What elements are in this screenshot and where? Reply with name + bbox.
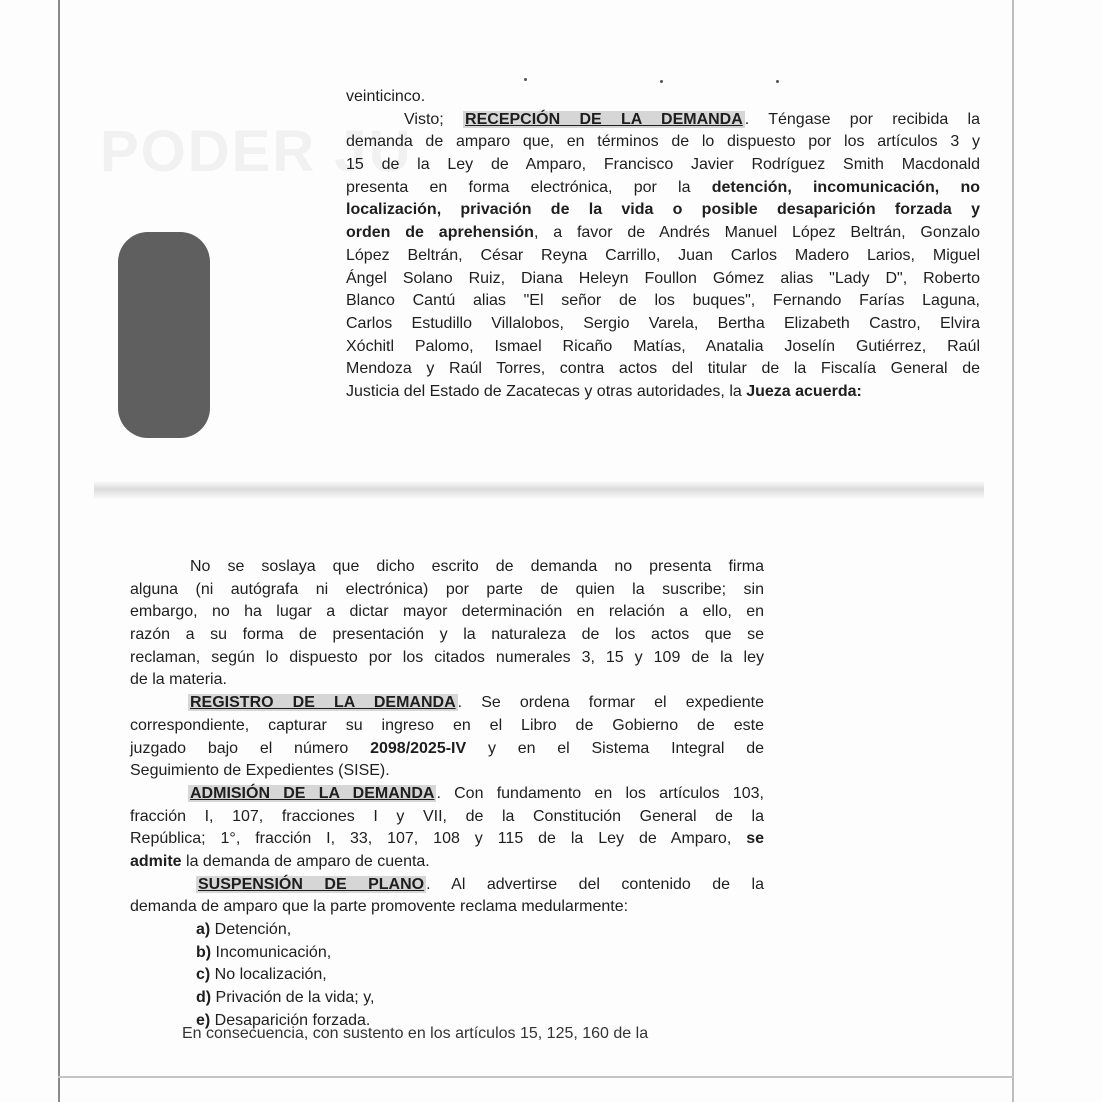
paragraph-registro [130,692,764,783]
text-line: fracción I, 107, fracciones I y VII, de la Constitución General de la [130,807,764,825]
paragraph-suspension [130,874,764,919]
text-line: Blanco Cantú alias "El señor de los buques", Fernando Farías Laguna, [346,292,980,310]
text-line: Ángel Solano Ruiz, Diana Heleyn Foullon Gómez alias "Lady D", Roberto [346,269,980,287]
section-heading-suspension: SUSPENSIÓN DE PLANO [198,875,425,893]
text-line: REGISTRO DE LA DEMANDA . Se ordena formar el expediente [190,694,765,712]
text-line: localización, privación de la vida o posible desaparición forzada y [346,201,980,219]
text-line: razón a su forma de presentación y la naturaleza de los actos que se [130,626,764,644]
text-line: correspondiente, capturar su ingreso en el Libro de Gobierno de este [130,716,764,734]
case-number: 2098/2025-IV [370,739,467,757]
text-line: alguna (ni autógrafa ni electrónica) por parte de quien la suscribe; sin [130,580,764,598]
text-line: López Beltrán, César Reyna Carrillo, Juan Carlos Madero Larios, Miguel [346,246,980,264]
scan-speck [524,78,527,81]
text-line: No se soslaya que dicho escrito de demanda no presenta firma [190,558,764,575]
text-line: reclaman, según lo dispuesto por los citados numerales 3, 15 y 109 de la ley [130,648,764,666]
paragraph-signature [130,556,764,692]
page-bottom-edge [58,1076,1014,1078]
page-break-separator [94,480,984,500]
list-item: c) No localización, [196,966,327,984]
list-item: a) Detención, [196,921,292,938]
text-line: SUSPENSIÓN DE PLANO . Al advertirse del contenido de la [198,875,765,893]
scan-speck [776,80,779,83]
watermark: PODER JU [100,119,413,184]
text-line: admite la demanda de amparo de cuenta. [130,852,430,870]
text-line: Visto; RECEPCIÓN DE LA DEMANDA . Téngase por recibida la [404,110,980,128]
text-line: de la materia. [130,671,227,689]
list-item: d) Privación de la vida; y, [196,989,375,1007]
text-line: veinticinco. [346,88,426,105]
text-line: orden de aprehensión, a favor de Andrés Manuel López Beltrán, Gonzalo [346,224,981,242]
list-item: b) Incomunicación, [196,943,332,961]
cutoff-text-line: En consecuencia, con sustento en los artículos 15, 125, 160 de la [182,1025,649,1042]
page-left-edge [58,0,60,1102]
text-line: demanda de amparo que, en términos de lo dispuesto por los artículos 3 y [346,133,980,151]
text-line: 15 de la Ley de Amparo, Francisco Javier Rodríguez Smith Macdonald [346,156,980,174]
text-line: ADMISIÓN DE LA DEMANDA . Con fundamento en los artículos 103, [190,784,764,802]
paragraph-admision [130,783,764,874]
text-line: Mendoza y Raúl Torres, contra actos del titular de la Fiscalía General de [346,360,980,378]
paragraph-reception [346,86,980,404]
section-heading-admision: ADMISIÓN DE LA DEMANDA [190,784,435,802]
text-line: presenta en forma electrónica, por la detención, incomunicación, no [346,178,981,196]
claims-list [130,919,764,1032]
section-heading-recepcion: RECEPCIÓN DE LA DEMANDA [465,110,743,128]
section-heading-registro: REGISTRO DE LA DEMANDA [190,694,456,712]
list-item: e) Desaparición forzada. [196,1011,371,1029]
text-line: Carlos Estudillo Villalobos, Sergio Varela, Bertha Elizabeth Castro, Elvira [346,314,980,332]
scan-speck [660,80,663,83]
text-line: Seguimiento de Expedientes (SISE). [130,762,390,780]
page-right-edge [1012,0,1014,1102]
text-line: embargo, no ha lugar a dictar mayor determinación en relación a ello, en [130,603,764,621]
text-line: Xóchitl Palomo, Ismael Ricaño Matías, Anatalia Joselín Gutiérrez, Raúl [346,337,980,355]
text-line: juzgado bajo el número 2098/2025-IV y en el Sistema Integral de [130,739,765,757]
text-line: República; 1°, fracción I, 33, 107, 108 y 115 de la Ley de Amparo, se [130,830,764,848]
text-line: demanda de amparo que la parte promovente reclama medularmente: [130,898,629,916]
redaction-block [118,232,210,438]
text-line: Justicia del Estado de Zacatecas y otras autoridades, la Jueza acuerda: [346,382,862,400]
document-body-continued [130,556,764,1032]
